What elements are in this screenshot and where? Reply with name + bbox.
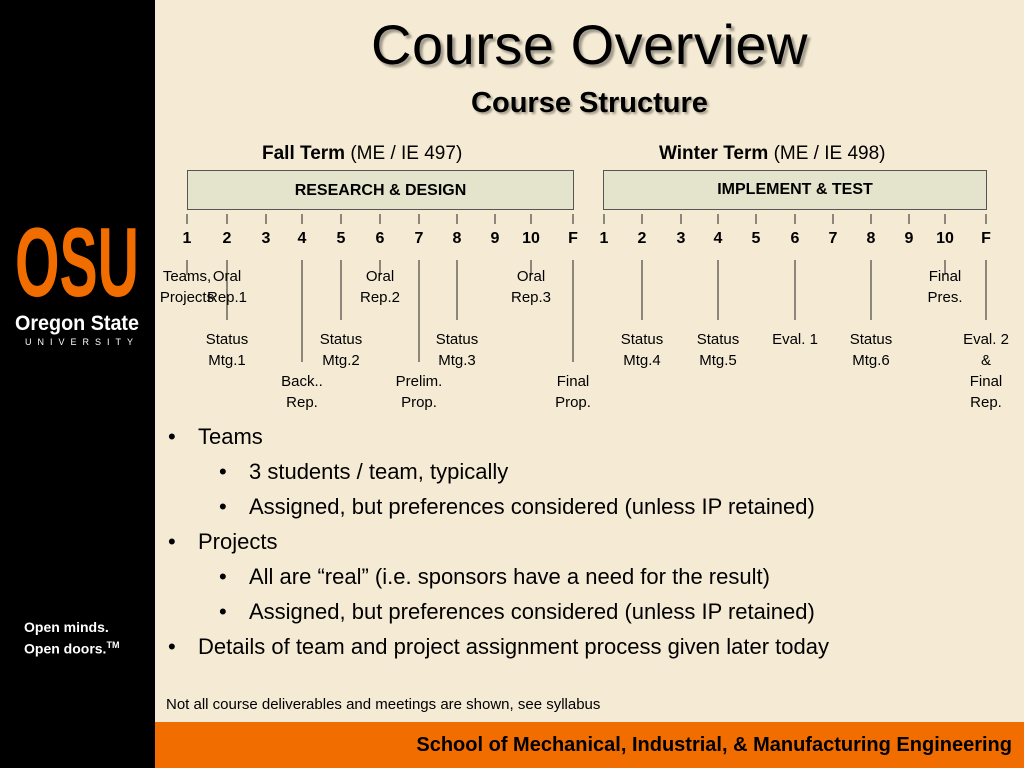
fall-week-label: 7 (414, 230, 424, 247)
event-label-line: Rep.1 (206, 289, 248, 306)
slide-title: Course Overview (371, 13, 808, 76)
winter-event-label (927, 268, 962, 306)
fall-event-label (396, 373, 443, 411)
event-label-line: & (980, 352, 992, 369)
event-label-line: Mtg.2 (322, 352, 360, 369)
event-label-line: Oral (365, 268, 395, 285)
event-label-line: Status (435, 331, 479, 348)
slide-content (155, 0, 1024, 768)
winter-week-label: 1 (599, 230, 609, 247)
winter-week-label: 2 (637, 230, 647, 247)
event-label-line: Eval. 2 (963, 331, 1009, 348)
fall-event-label (281, 373, 323, 411)
slide-subtitle: Course Structure (471, 87, 708, 119)
event-label-line: Mtg.6 (852, 352, 890, 369)
winter-week-label: F (981, 230, 991, 247)
fall-event-label (511, 268, 551, 306)
event-label-line: Mtg.1 (208, 352, 246, 369)
footnote: Not all course deliverables and meetings are shown, see syllabus (166, 696, 601, 713)
fall-event-label (320, 331, 363, 369)
fall-event-label (360, 268, 400, 306)
winter-week-label: 10 (936, 230, 954, 247)
bullet-item: • Teams (198, 424, 263, 450)
winter-week-label: 4 (713, 230, 723, 247)
event-label-line: Oral (516, 268, 546, 285)
fall-term-name: Fall Term (262, 143, 346, 164)
event-label-line: Status (696, 331, 740, 348)
tagline (24, 618, 119, 658)
logo-university-text: UNIVERSITY (25, 337, 133, 347)
event-label-line: Status (319, 331, 363, 348)
fall-event-label (436, 331, 479, 369)
event-label-line: Pres. (927, 289, 963, 306)
fall-week-label: 1 (182, 230, 192, 247)
event-label-line: Status (620, 331, 664, 348)
event-label-line: Teams, (162, 268, 212, 285)
event-label-line: Final (969, 373, 1003, 390)
footer-bar (155, 722, 1024, 768)
fall-event-label (555, 373, 591, 411)
fall-week-label: 3 (261, 230, 271, 247)
footer-department: School of Mechanical, Industrial, & Manufacturing Engineering (416, 734, 1012, 756)
logo-oregon-state-text: Oregon State (15, 312, 139, 335)
winter-term-course: (ME / IE 498) (773, 143, 886, 164)
sub-bullet-item: • Assigned, but preferences considered (unless IP retained) (249, 494, 815, 520)
event-label-line: Rep.3 (510, 289, 552, 306)
event-label-line: Projects (159, 289, 215, 306)
tagline-line2: Open doors. (24, 640, 107, 657)
winter-week-label: 7 (828, 230, 838, 247)
event-label-line: Prop. (555, 394, 591, 411)
winter-week-label: 5 (751, 230, 761, 247)
event-label-line: Rep. (286, 394, 318, 411)
fall-week-label: 8 (452, 230, 462, 247)
event-label-line: Prelim. (395, 373, 443, 390)
event-label-line: Final (928, 268, 962, 285)
fall-week-label: 9 (490, 230, 500, 247)
event-label-line: Oral (212, 268, 242, 285)
event-label-line: Rep. (970, 394, 1002, 411)
winter-term-name: Winter Term (659, 143, 769, 164)
sidebar (0, 0, 155, 768)
fall-term-course: (ME / IE 497) (350, 143, 463, 164)
research-design-box: RESEARCH & DESIGN (187, 170, 574, 210)
osu-logo (0, 200, 155, 360)
event-label-line: Status (849, 331, 893, 348)
winter-event-label (697, 331, 740, 369)
implement-test-box: IMPLEMENT & TEST (603, 170, 987, 210)
event-label-line: Rep.2 (359, 289, 401, 306)
fall-week-label: 10 (522, 230, 540, 247)
fall-week-label: 5 (336, 230, 346, 247)
fall-week-label: 6 (375, 230, 385, 247)
fall-week-label: F (568, 230, 578, 247)
fall-event-label (160, 268, 214, 306)
event-label-line: Prop. (401, 394, 437, 411)
tagline-line2-wrap (24, 636, 119, 658)
tagline-line1: Open minds. (24, 619, 109, 635)
winter-event-label (772, 331, 818, 348)
fall-event-label (206, 331, 249, 369)
sub-bullet-item: • 3 students / team, typically (249, 459, 508, 485)
event-label-line: Mtg.4 (623, 352, 661, 369)
event-label-line: Mtg.5 (699, 352, 737, 369)
winter-week-label: 6 (790, 230, 800, 247)
sub-bullet-item: • All are “real” (i.e. sponsors have a need for the result) (249, 564, 770, 590)
course-timeline (155, 0, 1024, 420)
event-label-line: Final (556, 373, 590, 390)
event-label-line: Back.. (281, 373, 323, 390)
bullet-item: • Details of team and project assignment process given later today (198, 634, 829, 660)
fall-week-label: 2 (222, 230, 232, 247)
trademark-mark: TM (106, 640, 120, 650)
winter-week-label: 8 (866, 230, 876, 247)
logo-osu-text: OSU (15, 207, 139, 317)
event-label-line: Status (205, 331, 249, 348)
bullet-item: • Projects (198, 529, 277, 555)
sub-bullet-item: • Assigned, but preferences considered (unless IP retained) (249, 599, 815, 625)
winter-event-label (850, 331, 893, 369)
winter-week-label: 9 (904, 230, 914, 247)
fall-week-label: 4 (297, 230, 307, 247)
event-label-line: Eval. 1 (772, 331, 818, 348)
winter-week-label: 3 (676, 230, 686, 247)
event-label-line: Mtg.3 (438, 352, 476, 369)
winter-event-label (963, 331, 1009, 411)
winter-event-label (621, 331, 664, 369)
